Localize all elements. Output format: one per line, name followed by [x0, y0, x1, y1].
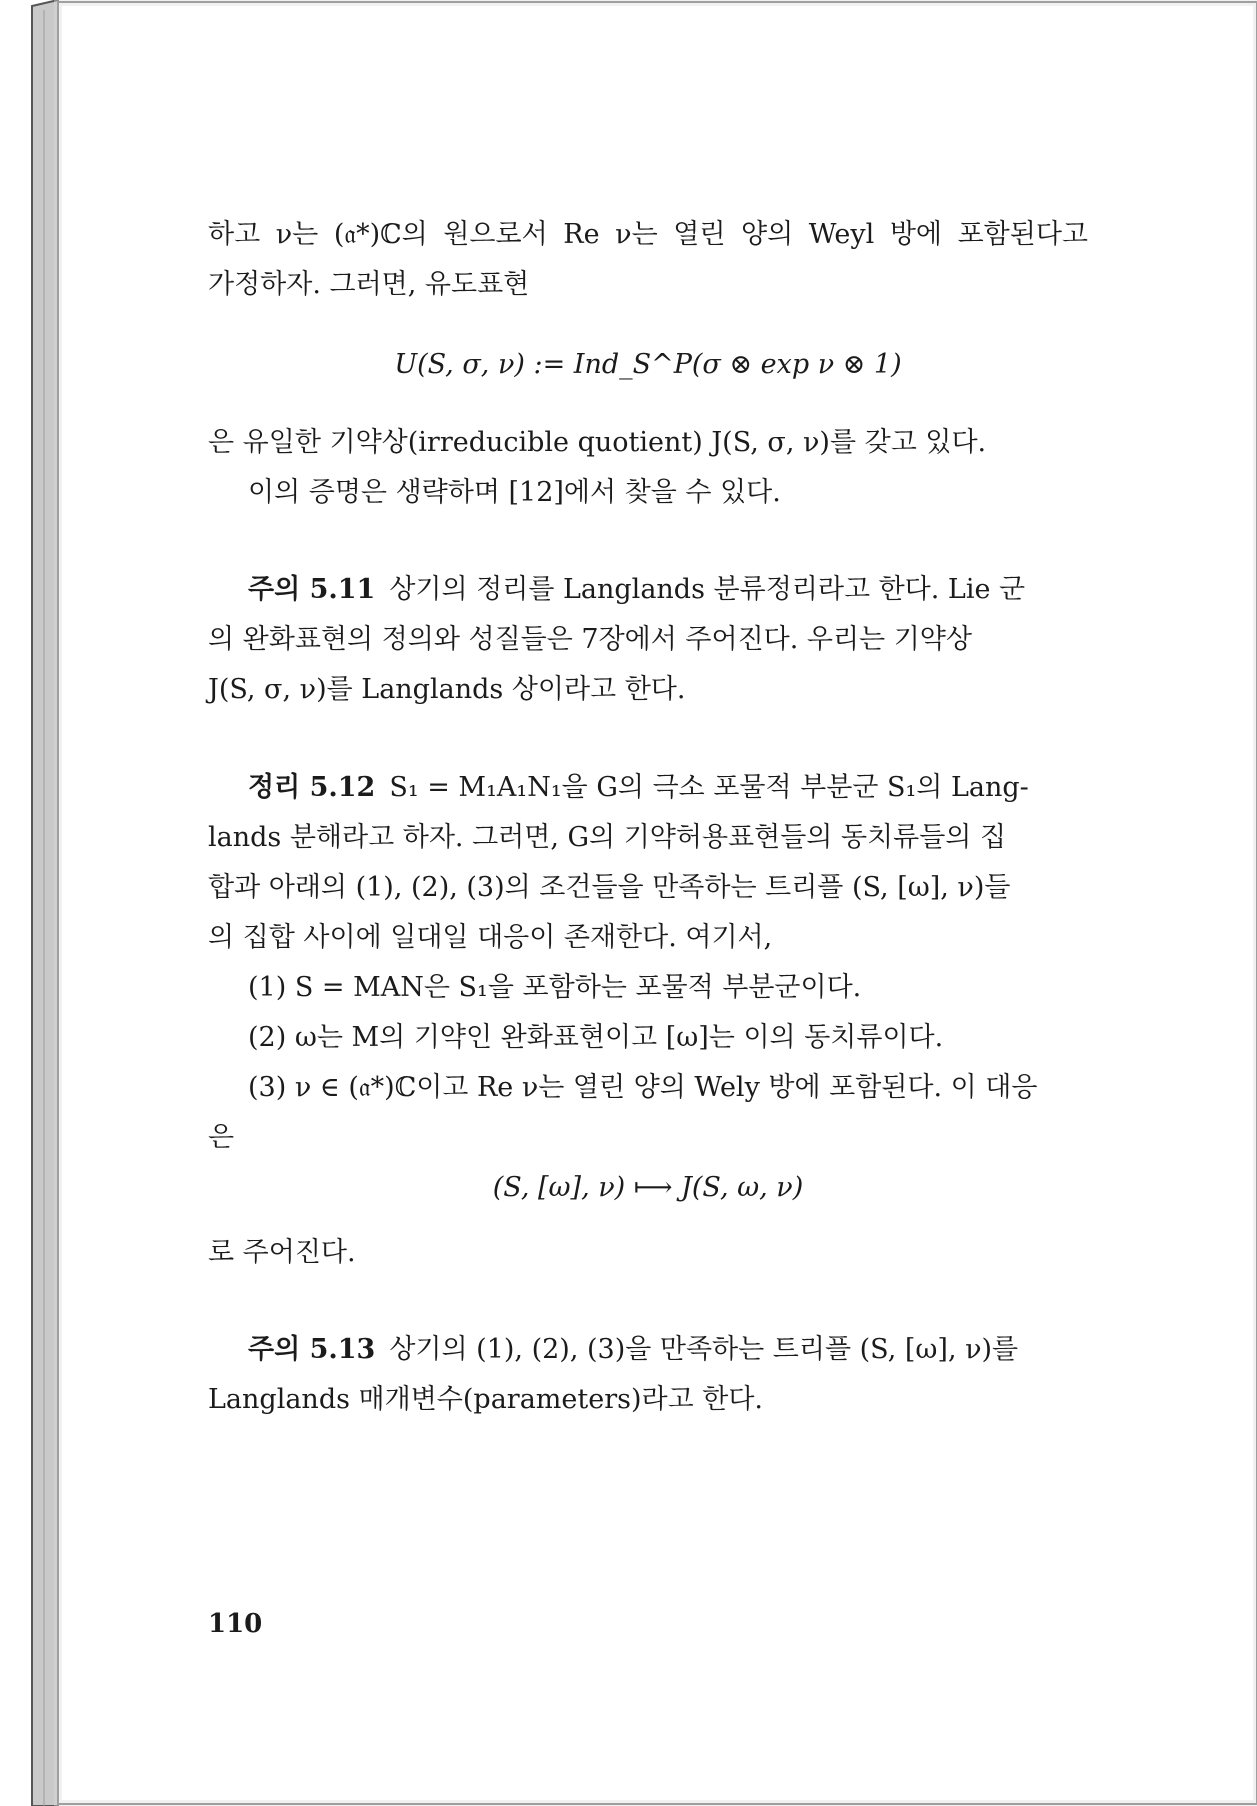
list-item: (3) ν ∈ (𝔞*)ℂ이고 Re ν는 열린 양의 Wely 방에 포함된다. 이 대응 [248, 1072, 1038, 1103]
paragraph-line: 의 완화표현의 정의와 성질들은 7장에서 주어진다. 우리는 기약상 [208, 624, 972, 655]
remark-text: 상기의 정리를 Langlands 분류정리라고 한다. Lie 군 [389, 574, 1026, 605]
paragraph-line: 하고 ν는 (𝔞*)ℂ의 원으로서 Re ν는 열린 양의 Weyl 방에 포함된다고 [208, 219, 1088, 250]
list-item: (2) ω는 M의 기약인 완화표현이고 [ω]는 이의 동치류이다. [248, 1022, 944, 1053]
theorem-label: 정리 5.12 [248, 772, 376, 803]
equation-induced-representation: U(S, σ, ν) := Ind_S^P(σ ⊗ exp ν ⊗ 1) [394, 349, 902, 380]
paragraph-line: 은 [208, 1122, 235, 1153]
paragraph-line: 로 주어진다. [208, 1237, 356, 1268]
theorem-5-12 [248, 763, 1088, 813]
page-number: 110 [208, 1609, 263, 1639]
paragraph-line: 가정하자. 그러면, 유도표현 [208, 269, 530, 300]
remark-5-11 [248, 565, 1088, 615]
paragraph-line: 의 집합 사이에 일대일 대응이 존재한다. 여기서, [208, 922, 773, 953]
paragraph-line: 은 유일한 기약상(irreducible quotient) J(S, σ, ν)를 갖고 있다. [208, 427, 987, 458]
remark-label: 주의 5.11 [248, 574, 376, 605]
remark-label: 주의 5.13 [248, 1334, 376, 1365]
remark-5-13 [248, 1325, 1088, 1375]
paragraph-line: 이의 증명은 생략하며 [12]에서 찾을 수 있다. [248, 477, 781, 508]
list-item: (1) S = MAN은 S₁을 포함하는 포물적 부분군이다. [248, 972, 862, 1003]
paragraph-line: 합과 아래의 (1), (2), (3)의 조건들을 만족하는 트리플 (S, [ω], ν)들 [208, 872, 1011, 903]
paragraph-line: Langlands 매개변수(parameters)라고 한다. [208, 1384, 763, 1415]
equation-langlands-correspondence: (S, [ω], ν) ⟼ J(S, ω, ν) [492, 1172, 804, 1203]
paragraph-line: lands 분해라고 하자. 그러면, G의 기약허용표현들의 동치류들의 집 [208, 822, 1007, 853]
theorem-text: S₁ = M₁A₁N₁을 G의 극소 포물적 부분군 S₁의 Lang- [389, 772, 1029, 803]
paragraph-line: J(S, σ, ν)를 Langlands 상이라고 한다. [208, 674, 686, 705]
remark-text: 상기의 (1), (2), (3)을 만족하는 트리플 (S, [ω], ν)를 [389, 1334, 1019, 1365]
